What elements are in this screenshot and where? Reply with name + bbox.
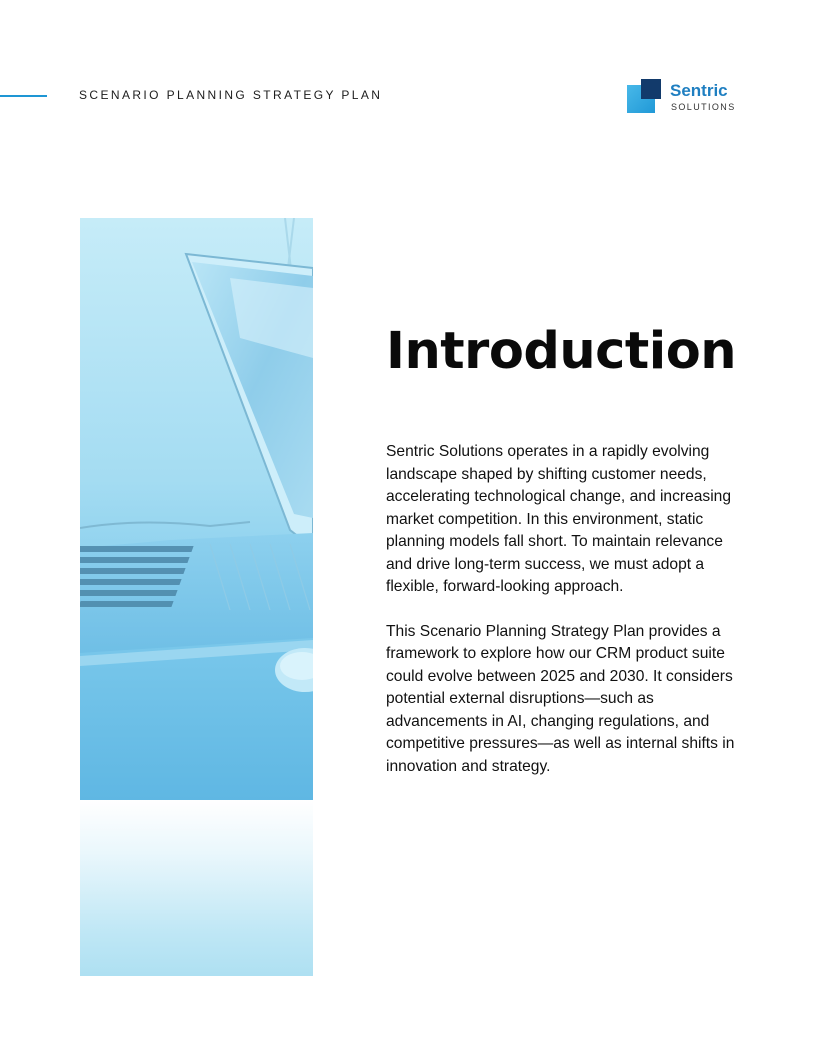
logo-mark-icon — [627, 79, 661, 113]
document-title: SCENARIO PLANNING STRATEGY PLAN — [79, 88, 383, 102]
section-heading: Introduction — [386, 322, 737, 381]
logo-name: Sentric — [670, 81, 728, 100]
section-body — [386, 441, 746, 800]
logo-tagline: SOLUTIONS — [671, 102, 736, 112]
company-logo — [627, 79, 747, 115]
intro-paragraph-1: Sentric Solutions operates in a rapidly evolving landscape shaped by shifting customer needs, accelerating technological change, and increasing market competition. In this environment, static planning models fall short. To maintain relevance and drive long-term success, we must adopt a flexible, forward-looking approach. — [386, 443, 732, 595]
header-accent-line — [0, 95, 47, 97]
hero-image-fade — [80, 800, 313, 976]
hero-laptop-image — [80, 218, 313, 800]
intro-paragraph-2: This Scenario Planning Strategy Plan provides a framework to explore how our CRM product suite could evolve between 2025 and 2030. It considers potential external disruptions—such as advancements in AI, changing regulations, and competitive pressures—as well as internal shifts in innovation and strategy. — [386, 622, 735, 775]
